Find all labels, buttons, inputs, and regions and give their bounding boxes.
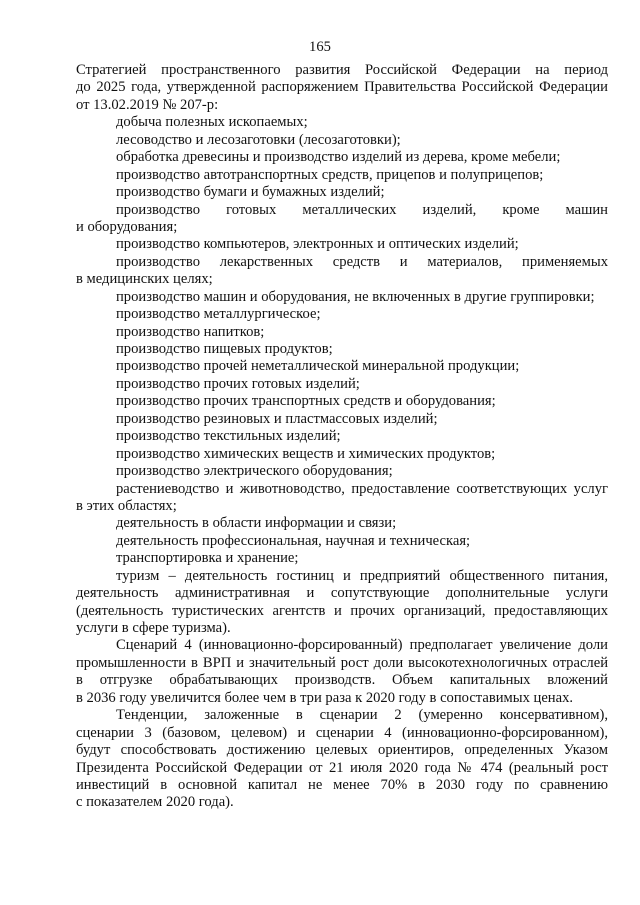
- text-line: производство автотранспортных средств, прицепов и полуприцепов;: [116, 166, 544, 183]
- text-line: в отгрузке обрабатывающих производств. Объем капитальных вложений: [76, 672, 608, 689]
- text-line: добыча полезных ископаемых;: [116, 114, 308, 131]
- text-line: производство резиновых и пластмассовых изделий;: [116, 410, 438, 427]
- text-line: производство прочих готовых изделий;: [116, 375, 360, 392]
- text-line: с показателем 2020 года).: [76, 794, 234, 811]
- text-line: сценарии 3 (базовом, целевом) и сценарии 4 (инновационно-форсированном),: [76, 724, 608, 741]
- text-line: обработка древесины и производство изделий из дерева, кроме мебели;: [116, 149, 561, 166]
- page-number: 165: [309, 39, 331, 55]
- text-line: деятельность в области информации и связи;: [116, 515, 397, 532]
- text-line: услуги в сфере туризма).: [76, 620, 231, 636]
- body-text: [76, 62, 608, 812]
- text-line: (деятельность туристических агентств и прочих организаций, предоставляющих: [76, 602, 608, 619]
- text-line: транспортировка и хранение;: [116, 550, 299, 567]
- text-line: производство прочей неметаллической минеральной продукции;: [116, 358, 520, 375]
- text-line: будут способствовать достижению целевых ориентиров, определенных Указом: [76, 742, 608, 759]
- text-line: в этих областях;: [76, 497, 177, 514]
- text-line: растениеводство и животноводство, предоставление соответствующих услуг: [116, 480, 608, 497]
- text-line: производство электрического оборудования;: [116, 463, 393, 480]
- text-line: производство текстильных изделий;: [116, 428, 341, 445]
- text-line: производство машин и оборудования, не включенных в другие группировки;: [116, 288, 595, 305]
- text-line: производство металлургическое;: [116, 306, 321, 323]
- text-line: лесоводство и лесозаготовки (лесозаготовки);: [116, 131, 401, 148]
- text-line: Стратегией пространственного развития Российской Федерации на период: [76, 62, 608, 78]
- text-line: от 13.02.2019 № 207-р:: [76, 96, 219, 113]
- text-line: в медицинских целях;: [76, 271, 213, 288]
- text-line: производство прочих транспортных средств и оборудования;: [116, 393, 496, 410]
- text-line: производство компьютеров, электронных и оптических изделий;: [116, 236, 519, 253]
- text-line: производство пищевых продуктов;: [116, 341, 333, 357]
- text-line: инвестиций в основной капитал не менее 70% в 2030 году по сравнению: [76, 776, 608, 793]
- text-line: производство готовых металлических изделий, кроме машин: [116, 201, 608, 218]
- text-line: промышленности в ВРП и значительный рост доли высокотехнологичных отраслей: [76, 654, 608, 671]
- text-line: до 2025 года, утвержденной распоряжением Правительства Российской Федерации: [76, 79, 608, 96]
- text-line: Президента Российской Федерации от 21 июля 2020 года № 474 (реальный рост: [76, 759, 608, 776]
- text-line: Тенденции, заложенные в сценарии 2 (умеренно консервативном),: [116, 707, 608, 724]
- text-line: деятельность административная и сопутствующие дополнительные услуги: [76, 585, 608, 602]
- text-line: деятельность профессиональная, научная и техническая;: [116, 532, 471, 549]
- text-line: производство химических веществ и химических продуктов;: [116, 445, 496, 462]
- text-line: и оборудования;: [76, 218, 178, 235]
- text-line: Сценарий 4 (инновационно-форсированный) предполагает увеличение доли: [116, 637, 608, 654]
- text-line: туризм – деятельность гостиниц и предприятий общественного питания,: [116, 567, 608, 584]
- text-line: производство напитков;: [116, 323, 265, 340]
- text-line: производство лекарственных средств и материалов, применяемых: [116, 253, 608, 270]
- text-line: в 2036 году увеличится более чем в три раза к 2020 году в сопоставимых ценах.: [76, 689, 574, 706]
- text-line: производство бумаги и бумажных изделий;: [116, 184, 385, 201]
